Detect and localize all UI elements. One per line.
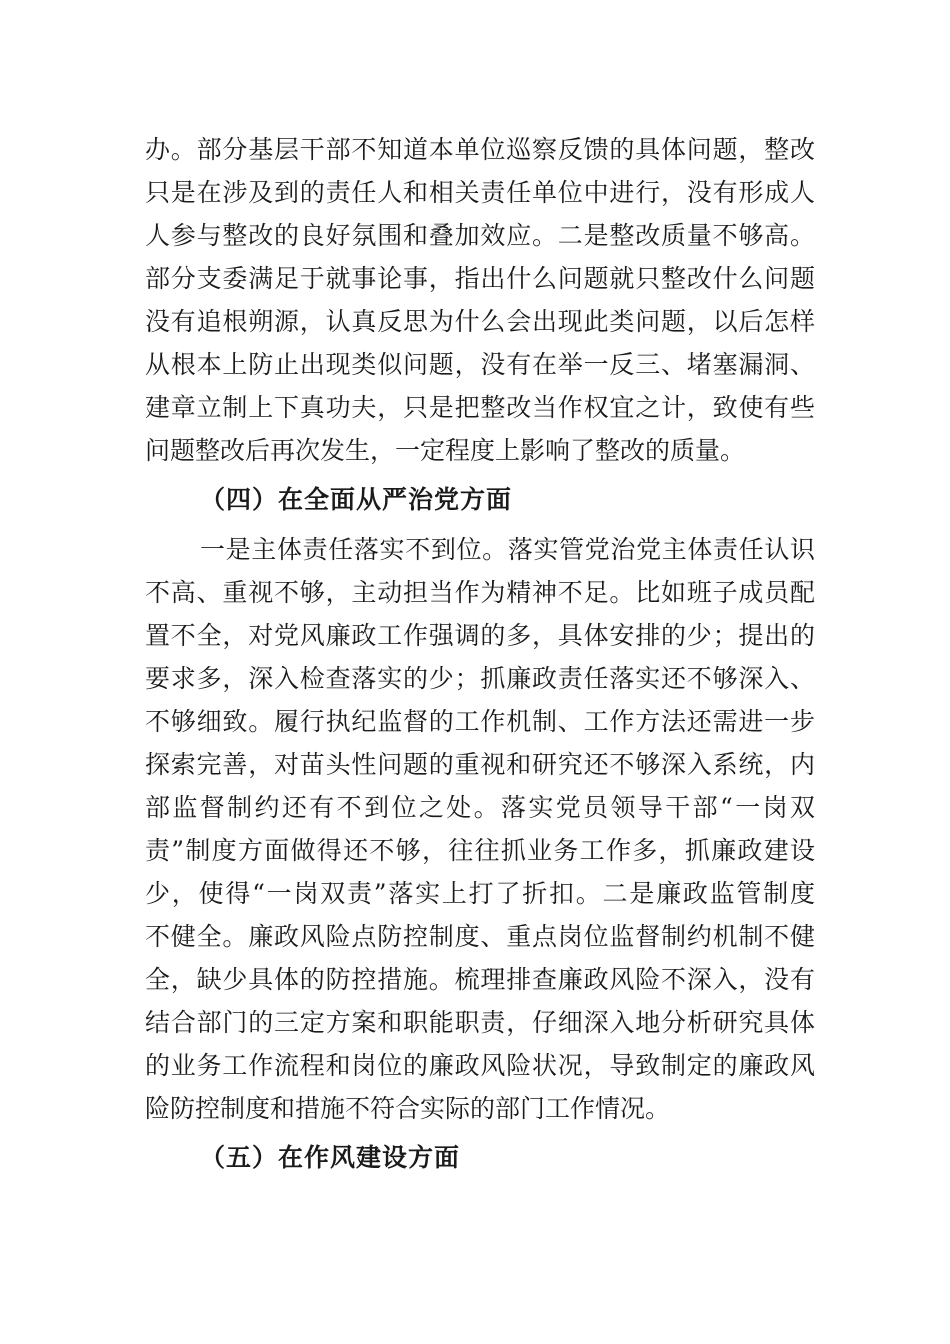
text-line: 没有追根朔源，认真反思为什么会出现此类问题，以后怎样 bbox=[145, 307, 815, 336]
text-line: 要求多，深入检查落实的少；抓廉政责任落实还不够深入、 bbox=[145, 664, 815, 693]
text-line: 的业务工作流程和岗位的廉政风险状况，导致制定的廉政风 bbox=[145, 1051, 815, 1080]
text-line: 人参与整改的良好氛围和叠加效应。二是整改质量不够高。 bbox=[145, 221, 815, 250]
text-line: 探索完善，对苗头性问题的重视和研究还不够深入系统，内 bbox=[145, 750, 815, 779]
text-line: 少，使得“一岗双责”落实上打了折扣。二是廉政监管制度 bbox=[145, 879, 815, 908]
text-line: 办。部分基层干部不知道本单位巡察反馈的具体问题，整改 bbox=[145, 135, 815, 164]
text-line: 问题整改后再次发生，一定程度上影响了整改的质量。 bbox=[145, 436, 746, 465]
text-line: 不够细致。履行执纪监督的工作机制、工作方法还需进一步 bbox=[145, 707, 815, 736]
text-line: 部监督制约还有不到位之处。落实党员领导干部“一岗双 bbox=[145, 793, 815, 822]
text-line: 险防控制度和措施不符合实际的部门工作情况。 bbox=[145, 1094, 671, 1123]
text-line: 只是在涉及到的责任人和相关责任单位中进行，没有形成人 bbox=[145, 178, 815, 207]
text-line: 建章立制上下真功夫，只是把整改当作权宜之计，致使有些 bbox=[145, 393, 815, 422]
text-line: 置不全，对党风廉政工作强调的多，具体安排的少；提出的 bbox=[145, 621, 815, 650]
text-line: 部分支委满足于就事论事，指出什么问题就只整改什么问题 bbox=[145, 264, 815, 293]
text-line: 不健全。廉政风险点防控制度、重点岗位监督制约机制不健 bbox=[145, 922, 815, 951]
section-heading-4: （四）在全面从严治党方面 bbox=[200, 485, 513, 514]
text-line: 不高、重视不够，主动担当作为精神不足。比如班子成员配 bbox=[145, 578, 815, 607]
section-heading-5: （五）在作风建设方面 bbox=[200, 1143, 461, 1172]
text-line: 一是主体责任落实不到位。落实管党治党主体责任认识 bbox=[200, 535, 815, 564]
text-line: 从根本上防止出现类似问题，没有在举一反三、堵塞漏洞、 bbox=[145, 350, 815, 379]
text-line: 结合部门的三定方案和职能职责，仔细深入地分析研究具体 bbox=[145, 1008, 815, 1037]
text-line: 责”制度方面做得还不够，往往抓业务工作多，抓廉政建设 bbox=[145, 836, 815, 865]
text-line: 全，缺少具体的防控措施。梳理排查廉政风险不深入，没有 bbox=[145, 965, 815, 994]
